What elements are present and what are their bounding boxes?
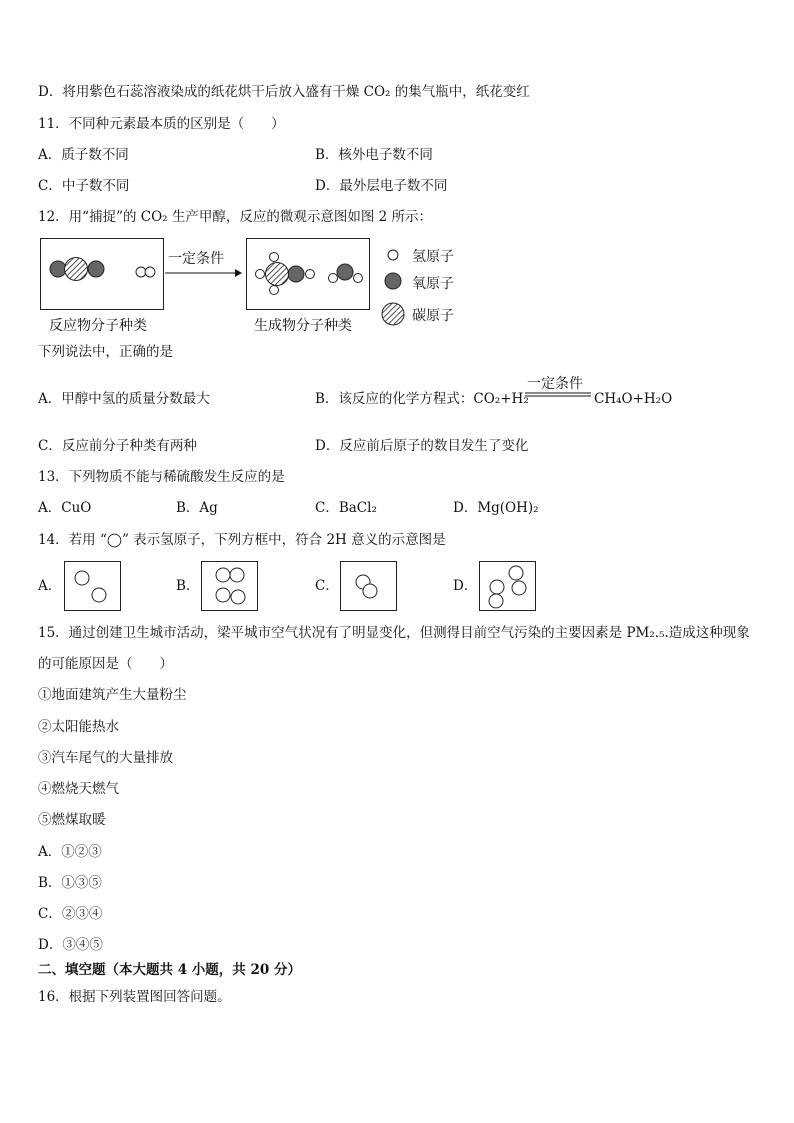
q14-option-b-box (201, 561, 258, 611)
q12-option-b-suffix: CH₄O+H₂O (594, 391, 673, 407)
q15-item-1: ①地面建筑产生大量粉尘 (38, 687, 187, 703)
q12-stem: 12．用“捕捉”的 CO₂ 生产甲醇，反应的微观示意图如图 2 所示： (38, 209, 433, 225)
q10-option-d: D．将用紫色石蕊溶液染成的纸花烘干后放入盛有干燥 CO₂ 的集气瓶中，纸花变红 (38, 84, 530, 100)
q14-option-b-label: B． (176, 578, 200, 594)
product-box (246, 238, 370, 310)
reaction-arrow-icon (165, 268, 243, 278)
q11-option-a: A．质子数不同 (38, 147, 129, 163)
q12-option-b-condition: 一定条件 (527, 376, 583, 392)
reactant-molecules (41, 239, 163, 309)
q13-option-b: B．Ag (176, 500, 218, 516)
q13-option-d: D．Mg(OH)₂ (453, 500, 539, 516)
section-2-title: 二、填空题（本大题共 4 小题，共 20 分） (38, 962, 301, 978)
atom-legend-icons (381, 246, 405, 326)
reactant-caption: 反应物分子种类 (49, 318, 147, 334)
q15-stem-line1: 15．通过创建卫生城市活动，梁平城市空气状况有了明显变化，但测得目前空气污染的主要因素是 PM₂.₅.造成这种现象 (38, 625, 750, 641)
q13-option-c: C．BaCl₂ (315, 500, 377, 516)
q15-stem-line2: 的可能原因是（ ） (38, 656, 173, 672)
q15-item-2: ②太阳能热水 (38, 719, 119, 735)
carbon-atom-icon (382, 303, 404, 325)
q13-option-a: A．CuO (38, 500, 92, 516)
q14-option-d-atoms (480, 562, 535, 610)
q15-item-5: ⑤燃煤取暖 (38, 812, 106, 828)
legend-carbon: 碳原子 (412, 308, 454, 324)
product-caption: 生成物分子种类 (254, 318, 352, 334)
q15-item-3: ③汽车尾气的大量排放 (38, 750, 173, 766)
product-molecules (247, 239, 369, 309)
q14-option-d-label: D． (453, 578, 478, 594)
q14-option-c-label: C． (315, 578, 339, 594)
q12-option-a: A．甲醇中氢的质量分数最大 (38, 391, 210, 407)
q11-option-b: B．核外电子数不同 (315, 147, 433, 163)
hydrogen-atom-icon (388, 250, 398, 260)
q15-item-4: ④燃烧天燃气 (38, 781, 119, 797)
q13-stem: 13．下列物质不能与稀硫酸发生反应的是 (38, 469, 285, 485)
q15-option-c: C．②③④ (38, 906, 103, 922)
q14-option-a-atoms (65, 562, 120, 610)
oxygen-atom-icon (385, 273, 401, 289)
reactant-box (40, 238, 164, 310)
q14-option-b-atoms (202, 562, 257, 610)
q15-option-b: B．①③⑤ (38, 875, 102, 891)
q14-option-a-label: A． (38, 578, 62, 594)
arrow-condition-label: 一定条件 (168, 251, 224, 267)
q15-option-d: D．③④⑤ (38, 937, 103, 953)
q12-option-b-prefix: B．该反应的化学方程式：CO₂+H₂ (315, 391, 529, 407)
equation-double-bar (525, 392, 591, 398)
q14-stem: 14．若用 “◯” 表示氢原子，下列方框中，符合 2H 意义的示意图是 (38, 532, 446, 548)
q14-option-d-box (479, 561, 536, 611)
q14-option-c-atoms (341, 562, 396, 610)
q12-prompt: 下列说法中，正确的是 (38, 344, 173, 360)
q14-option-c-box (340, 561, 397, 611)
q15-option-a: A．①②③ (38, 844, 102, 860)
q12-option-c: C．反应前分子种类有两种 (38, 438, 197, 454)
q14-option-a-box (64, 561, 121, 611)
q12-option-d: D．反应前后原子的数目发生了变化 (315, 438, 529, 454)
legend-oxygen: 氧原子 (412, 276, 454, 292)
q11-stem: 11．不同种元素最本质的区别是（ ） (38, 116, 285, 132)
q11-option-d: D．最外层电子数不同 (315, 178, 448, 194)
q16-stem: 16．根据下列装置图回答问题。 (38, 989, 231, 1005)
legend-hydrogen: 氢原子 (412, 249, 454, 265)
q11-option-c: C．中子数不同 (38, 178, 130, 194)
